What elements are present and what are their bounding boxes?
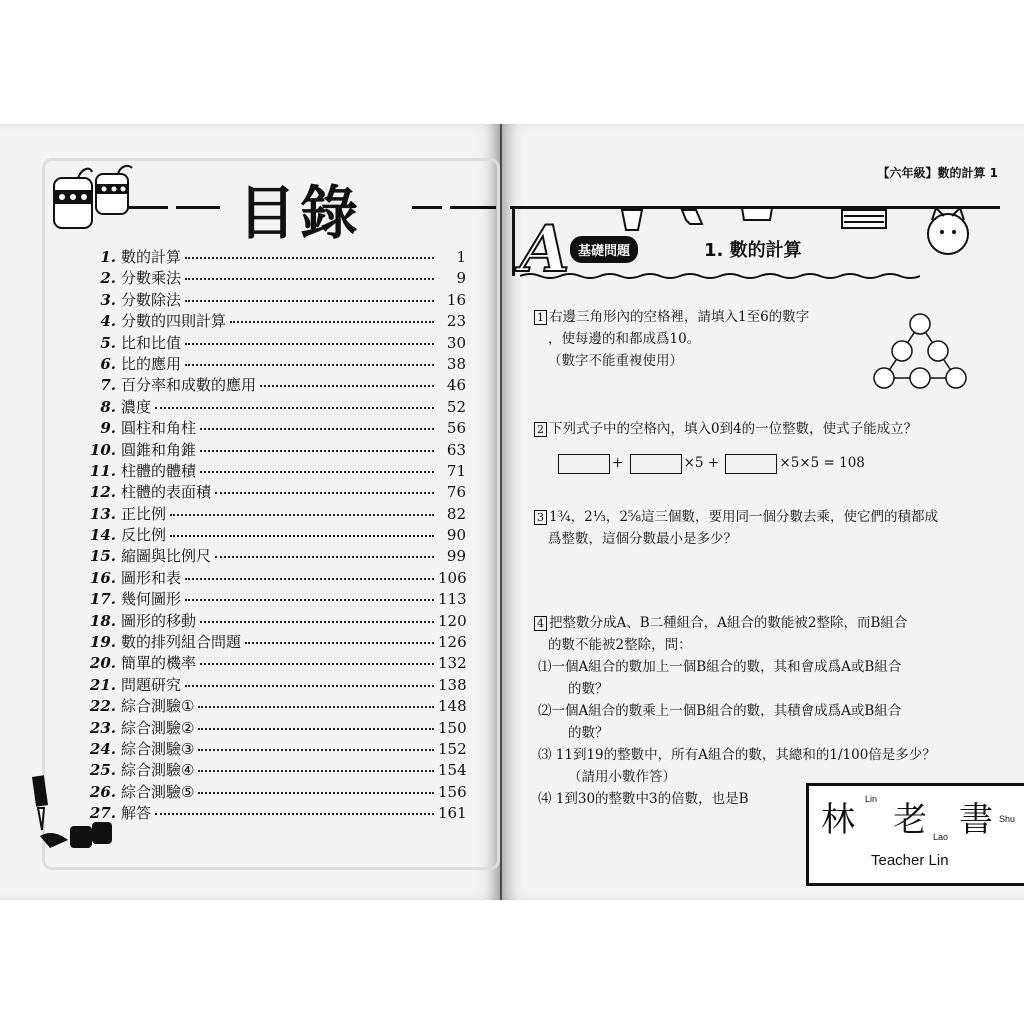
toc-page: 82: [446, 504, 466, 523]
toc-entry[interactable]: [86, 289, 466, 310]
toc-leader: [200, 663, 434, 665]
toc-leader: [200, 621, 434, 623]
teacher-lin-stamp: [806, 783, 1024, 886]
toc-title-text: 圖形和表: [121, 568, 182, 587]
table-of-contents: [86, 246, 466, 824]
title-dash-left-2: [176, 206, 220, 209]
toc-entry[interactable]: [86, 396, 466, 417]
jar-illustration-icon: [48, 164, 140, 234]
toc-number: 12.: [89, 483, 116, 502]
triangle-circles-diagram: [870, 312, 970, 390]
toc-title-text: 綜合測驗③: [121, 739, 195, 758]
toc-entry[interactable]: [86, 567, 466, 588]
toc-leader: [170, 535, 434, 537]
toc-page: 126: [438, 633, 467, 652]
toc-number: 13.: [89, 504, 116, 523]
toc-title-text: 分數除法: [121, 290, 182, 309]
stamp-pinyin: Shu: [999, 814, 1016, 824]
toc-leader: [155, 407, 434, 409]
toc-title-row: [0, 164, 500, 247]
toc-entry[interactable]: [86, 781, 466, 802]
toc-number: 26.: [89, 782, 116, 801]
toc-page: 52: [446, 397, 466, 416]
answer-blank[interactable]: [725, 454, 777, 474]
toc-page: 16: [446, 290, 466, 309]
toc-page: 120: [438, 611, 467, 630]
problem-text: 把整數分成A、B二種組合，A組合的數能被2整除，而B組合: [549, 615, 908, 631]
toc-number: 18.: [89, 611, 116, 630]
toc-entry[interactable]: [86, 652, 466, 673]
toc-title-text: 百分率和成數的應用: [121, 376, 257, 395]
problem-4: [534, 612, 936, 810]
toc-entry[interactable]: [86, 588, 466, 609]
toc-leader: [185, 364, 434, 366]
title-dash-right: [412, 206, 442, 209]
toc-number: 8.: [100, 397, 116, 416]
toc-leader: [185, 343, 434, 345]
toc-number: 11.: [89, 461, 116, 480]
problem-number: 4: [534, 616, 547, 631]
toc-entry[interactable]: [86, 759, 466, 780]
toc-title-text: 數的排列組合問題: [121, 633, 242, 652]
toc-entry[interactable]: [86, 631, 466, 652]
problem-2: [534, 418, 917, 474]
section-title: 1. 數的計算: [704, 240, 802, 261]
stamp-pinyin: Lao: [933, 832, 949, 842]
toc-leader: [260, 385, 434, 387]
problem-number: 3: [534, 510, 547, 525]
toc-entry[interactable]: [86, 246, 466, 267]
toc-entry[interactable]: [86, 610, 466, 631]
answer-blank[interactable]: [558, 454, 610, 474]
toc-title-text: 圖形的移動: [121, 611, 197, 630]
problem-note: （數字不能重複使用）: [548, 353, 683, 369]
toc-number: 25.: [89, 761, 116, 780]
toc-entry[interactable]: [86, 460, 466, 481]
toc-number: 19.: [89, 633, 116, 652]
toc-title-text: 分數乘法: [121, 269, 182, 288]
toc-page: 63: [446, 440, 466, 459]
eq-middle: ×5 +: [683, 455, 720, 471]
toc-title: 目錄: [238, 179, 363, 247]
stamp-char: 老: [893, 800, 927, 840]
toc-leader: [245, 642, 434, 644]
toc-title-text: 柱體的表面積: [121, 483, 212, 502]
toc-entry[interactable]: [86, 695, 466, 716]
problem-number: 2: [534, 422, 547, 437]
toc-leader: [185, 578, 434, 580]
toc-number: 14.: [89, 526, 116, 545]
stamp-char: 書: [959, 800, 993, 840]
toc-leader: [215, 556, 434, 558]
toc-page: 132: [438, 654, 467, 673]
toc-number: 27.: [89, 804, 116, 823]
toc-page: 46: [446, 376, 466, 395]
toc-leader: [170, 514, 434, 516]
toc-entry[interactable]: [86, 802, 466, 823]
toc-title-text: 分數的四則計算: [121, 312, 227, 331]
toc-title-text: 比的應用: [121, 354, 182, 373]
toc-number: 22.: [89, 697, 116, 716]
sub-question-3-note: （請用小數作答）: [568, 769, 676, 785]
toc-entry[interactable]: [86, 503, 466, 524]
toc-page: 156: [438, 782, 467, 801]
toc-number: 4.: [100, 312, 116, 331]
title-dash-left: [128, 206, 168, 209]
toc-page: 1: [456, 248, 466, 266]
toc-page: 138: [438, 675, 467, 694]
toc-leader: [198, 770, 434, 772]
toc-number: 5.: [100, 333, 116, 352]
toc-page: 99: [446, 547, 466, 566]
toc-number: 24.: [89, 739, 116, 758]
toc-number: 21.: [89, 675, 116, 694]
toc-number: 17.: [89, 590, 116, 609]
problem-text: 下列式子中的空格內，填入0到4的一位整數，使式子能成立？: [549, 421, 918, 437]
toc-leader: [185, 599, 434, 601]
toc-page: 56: [446, 419, 466, 438]
sub-question-1: ⑴一個A組合的數加上一個B組合的數，其和會成爲A或B組合: [538, 659, 902, 675]
toc-title-text: 正比例: [121, 504, 167, 523]
toc-page: 161: [438, 804, 467, 823]
toc-entry[interactable]: [86, 481, 466, 502]
toc-leader: [200, 471, 434, 473]
toc-title-text: 比和比值: [121, 333, 182, 352]
sub-question-4: ⑷ 1到30的整數中3的倍數，也是B: [538, 791, 749, 807]
toc-title-text: 綜合測驗②: [121, 718, 195, 737]
toc-page: 154: [438, 761, 467, 780]
toc-leader: [155, 813, 434, 815]
toc-page: 71: [446, 461, 466, 480]
problem-text: ，使每邊的和都成爲10。: [548, 331, 701, 347]
toc-number: 1.: [100, 248, 116, 266]
problem-1: [534, 306, 809, 372]
answer-blank[interactable]: [630, 454, 682, 474]
problem-text: 右邊三角形內的空格裡，請填入1至6的數字: [549, 309, 810, 325]
problem-text: 爲整數，這個分數最小是多少？: [548, 531, 737, 547]
sub-question-2: ⑵一個A組合的數乘上一個B組合的數，其積會成爲A或B組合: [538, 703, 902, 719]
toc-page: 106: [438, 568, 467, 587]
toc-entry[interactable]: [86, 267, 466, 288]
toc-entry[interactable]: [86, 524, 466, 545]
eq-plus: +: [612, 455, 624, 471]
toc-number: 20.: [89, 654, 116, 673]
toc-title-text: 縮圖與比例尺: [121, 547, 212, 566]
running-header: 【六年級】數的計算 1: [877, 166, 998, 180]
problem-text: 的數不能被2整除，問：: [548, 637, 692, 653]
stamp-char: 林: [821, 800, 855, 840]
toc-title-text: 柱體的體積: [121, 461, 197, 480]
toc-number: 10.: [89, 440, 116, 459]
toc-title-text: 綜合測驗④: [121, 761, 195, 780]
toc-entry[interactable]: [86, 310, 466, 331]
toc-title-text: 圓錐和角錐: [121, 440, 197, 459]
eq-end: ×5×5 = 108: [779, 455, 865, 471]
equation: [534, 452, 917, 474]
toc-page: 150: [438, 718, 467, 737]
toc-title-text: 反比例: [121, 526, 167, 545]
toc-leader: [198, 728, 434, 730]
toc-leader: [215, 492, 434, 494]
title-dash-right-2: [450, 206, 496, 209]
toc-leader: [185, 278, 434, 280]
toc-entry[interactable]: [86, 332, 466, 353]
toc-entry[interactable]: [86, 439, 466, 460]
toc-number: 9.: [100, 419, 116, 438]
toc-number: 6.: [100, 354, 116, 373]
sub-question-3: ⑶ 11到19的整數中，所有A組合的數，其總和的1/100倍是多少？: [538, 747, 936, 763]
toc-title-text: 解答: [121, 804, 152, 823]
toc-title-text: 綜合測驗①: [121, 697, 195, 716]
basic-questions-badge: 基礎問題: [570, 236, 638, 263]
toc-title-text: 問題研究: [121, 675, 182, 694]
toc-number: 3.: [100, 290, 116, 309]
section-letter: A: [520, 212, 570, 287]
problem-text: 1¾，2⅓，2⅝這三個數，要用同一個分數去乘，使它們的積都成: [549, 509, 939, 525]
toc-page: 30: [446, 333, 466, 352]
toc-page: 9: [456, 269, 466, 288]
toc-title-text: 圓柱和角柱: [121, 419, 197, 438]
toc-title-text: 簡單的機率: [121, 654, 197, 673]
toc-page: 38: [446, 354, 466, 373]
toc-entry[interactable]: [86, 417, 466, 438]
stamp-english: Teacher Lin: [871, 852, 949, 869]
sub-question-1-cont: 的數？: [568, 681, 609, 697]
toc-leader: [185, 300, 434, 302]
toc-number: 16.: [89, 568, 116, 587]
stamp-pinyin: Lin: [865, 794, 878, 804]
toc-entry[interactable]: [86, 545, 466, 566]
toc-page: 113: [438, 590, 467, 609]
toc-leader: [230, 321, 434, 323]
toc-leader: [185, 257, 434, 259]
problem-number: 1: [534, 310, 547, 325]
toc-number: 15.: [89, 547, 116, 566]
problem-3: [534, 506, 938, 550]
toc-title-text: 綜合測驗⑤: [121, 782, 195, 801]
toc-page: 90: [446, 526, 466, 545]
toc-entry[interactable]: [86, 738, 466, 759]
toc-page: 148: [438, 697, 467, 716]
toc-page: 23: [446, 312, 466, 331]
toc-number: 23.: [89, 718, 116, 737]
left-page: [0, 124, 500, 900]
toc-number: 2.: [100, 269, 116, 288]
toc-number: 7.: [100, 376, 116, 395]
toc-entry[interactable]: [86, 717, 466, 738]
sub-question-2-cont: 的數？: [568, 725, 609, 741]
toc-title-text: 數的計算: [121, 248, 182, 266]
toc-entry[interactable]: [86, 374, 466, 395]
toc-entry[interactable]: [86, 674, 466, 695]
toc-leader: [198, 792, 434, 794]
toc-page: 152: [438, 739, 467, 758]
toc-leader: [200, 450, 434, 452]
toc-title-text: 幾何圖形: [121, 590, 182, 609]
toc-page: 76: [446, 483, 466, 502]
banner-underline: [520, 272, 920, 280]
toc-leader: [200, 428, 434, 430]
ink-pen-illustration-icon: [30, 774, 120, 854]
toc-entry[interactable]: [86, 353, 466, 374]
toc-title-text: 濃度: [121, 397, 152, 416]
toc-leader: [198, 749, 434, 751]
toc-leader: [185, 685, 434, 687]
toc-leader: [198, 706, 434, 708]
